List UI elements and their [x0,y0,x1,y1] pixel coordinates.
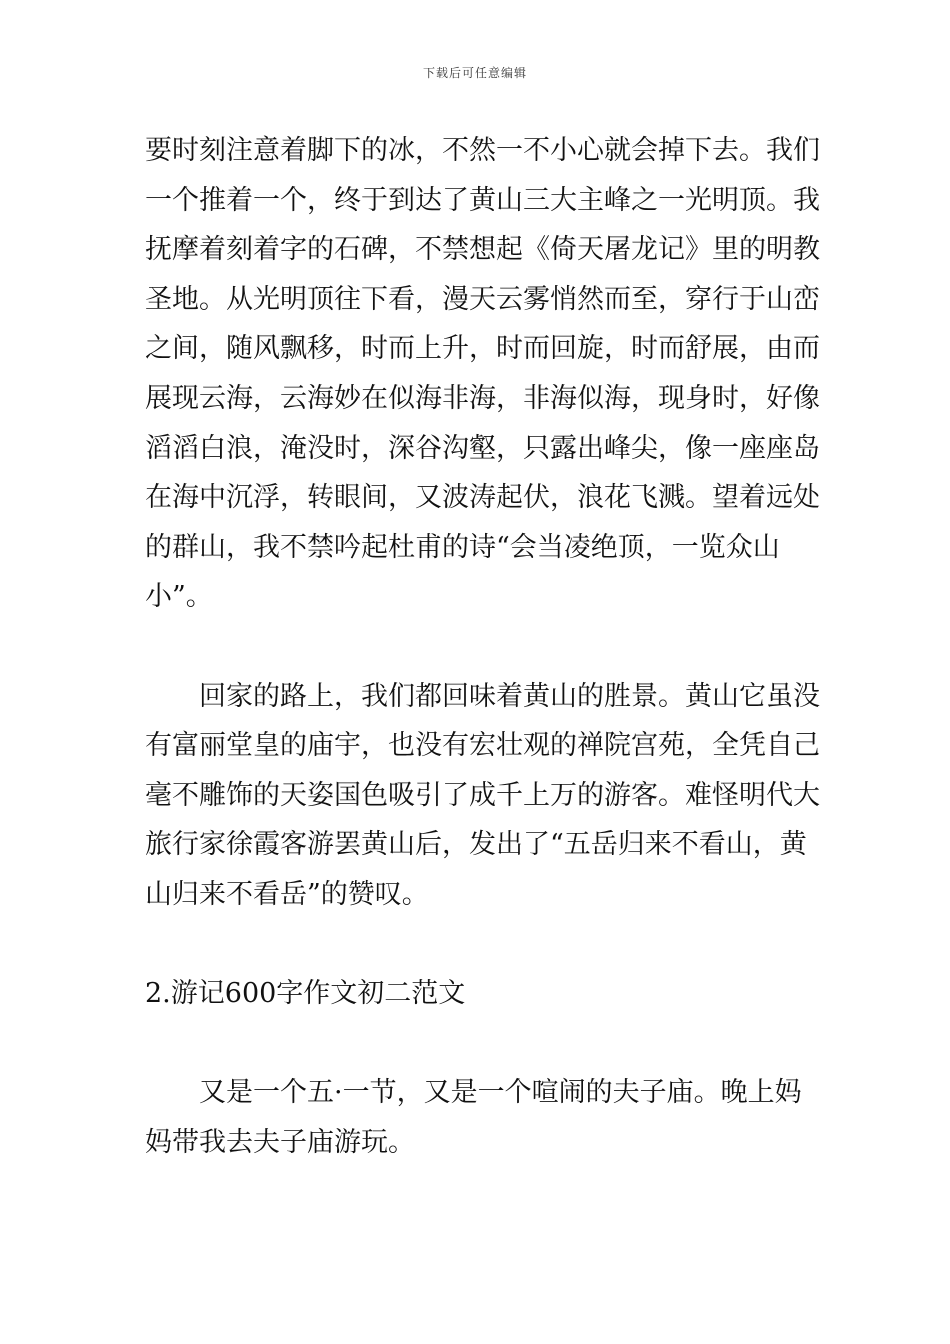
text-line: 抚摩着刻着字的石碑，不禁想起《倚天屠龙记》里的明教 [145,234,820,266]
paragraph-1 [145,126,820,622]
paragraph-spacer [145,920,807,970]
text-line: 毫不雕饰的天姿国色吸引了成千上万的游客。难怪明代大 [145,779,820,811]
text-line: 圣地。从光明顶往下看，漫天云雾悄然而至，穿行于山峦 [145,283,820,315]
text-line: 回家的路上，我们都回味着黄山的胜景。黄山它虽没 [199,680,820,712]
text-line: 有富丽堂皇的庙宇，也没有宏壮观的禅院宫苑，全凭自己 [145,730,820,762]
document-body [145,126,820,1167]
text-line: 妈带我去夫子庙游玩。 [145,1126,415,1158]
page-header: 下载后可任意编辑 [422,66,527,80]
paragraph-3 [145,1068,807,1167]
text-line: 在海中沉浮，转眼间，又波涛起伏，浪花飞溅。望着远处 [145,482,820,514]
text-line: 的群山，我不禁吟起杜甫的诗“会当凌绝顶，一览众山 [145,531,780,563]
section-heading [145,969,807,1019]
text-line: 要时刻注意着脚下的冰，不然一不小心就会掉下去。我们 [145,135,820,166]
text-line: 旅行家徐霞客游罢黄山后，发出了“五岳归来不看山，黄 [145,829,807,861]
paragraph-spacer [145,622,807,672]
text-line: 小”。 [145,581,213,613]
text-line: 滔滔白浪，淹没时，深谷沟壑，只露出峰尖，像一座座岛 [145,432,820,464]
paragraph-spacer [145,1019,807,1069]
text-line: 又是一个五·一节，又是一个喧闹的夫子庙。晚上妈 [199,1077,802,1109]
text-line: 之间，随风飘移，时而上升，时而回旋，时而舒展，由而 [145,333,820,365]
text-line: 山归来不看岳”的赞叹。 [145,878,429,910]
text-line: 展现云海，云海妙在似海非海，非海似海，现身时，好像 [145,382,820,414]
paragraph-2 [145,672,820,920]
text-line: 一个推着一个，终于到达了黄山三大主峰之一光明顶。我 [145,184,820,216]
heading-text: 2.游记600字作文初二范文 [145,978,466,1010]
